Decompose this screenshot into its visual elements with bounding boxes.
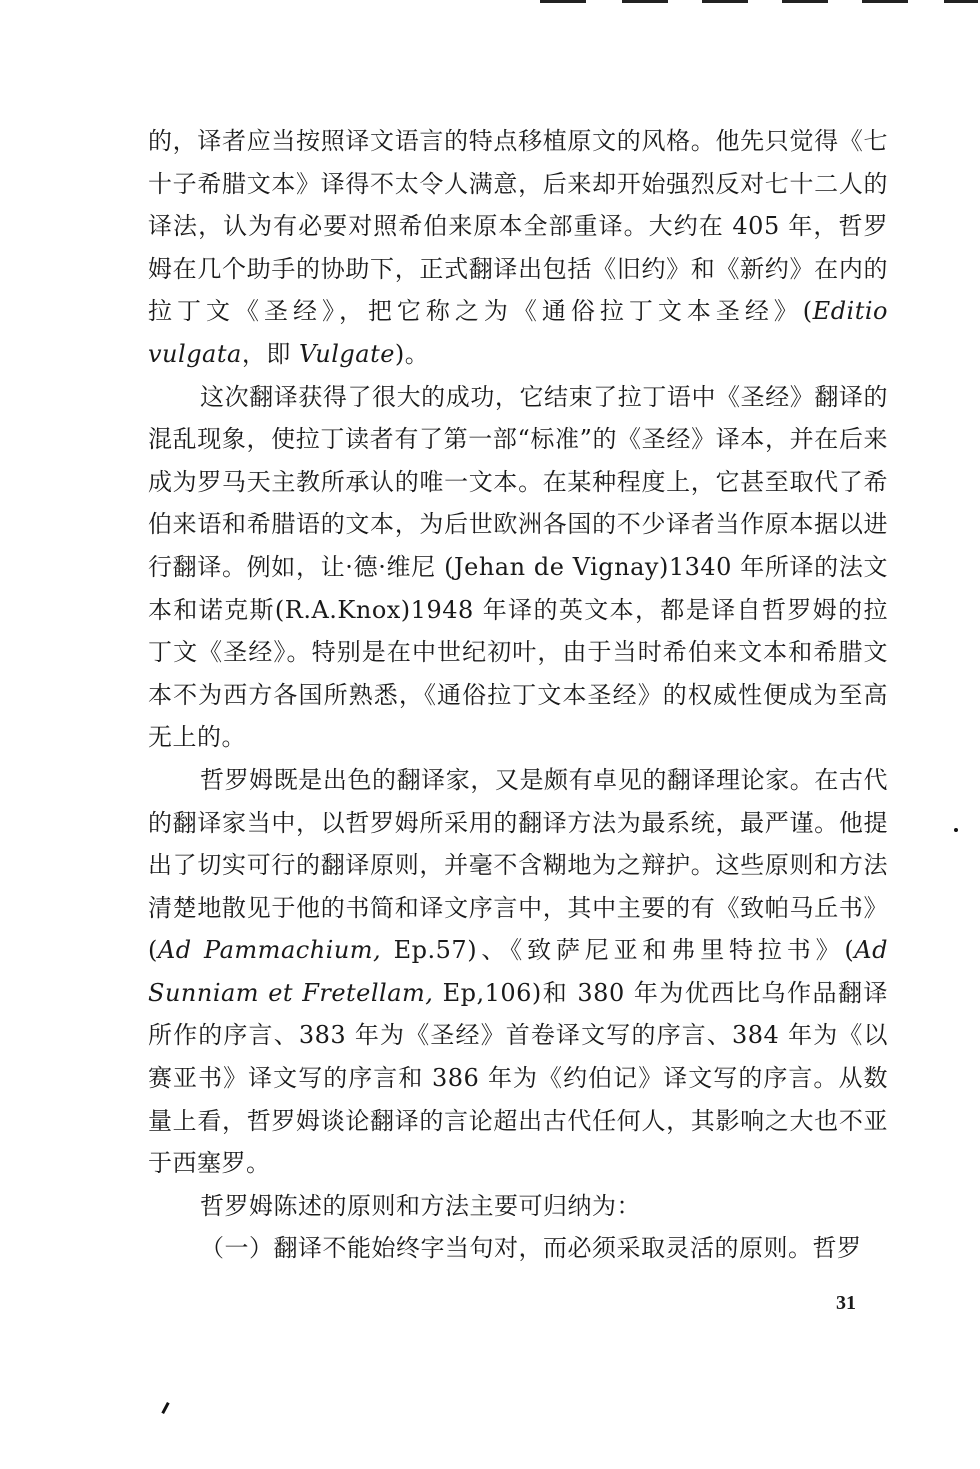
text-run: 哲罗姆陈述的原则和方法主要可归纳为： [200, 1191, 641, 1220]
top-rule [540, 0, 586, 3]
top-rule [782, 0, 828, 3]
top-rule [944, 0, 978, 3]
italic-run: Vulgate [298, 339, 395, 368]
italic-run: Editio vulgata [148, 297, 888, 368]
body-text [148, 120, 888, 1270]
text-run: Ep.57)、《致萨尼亚和弗里特拉书》( [381, 936, 855, 965]
top-rule [862, 0, 908, 3]
page-number: 31 [836, 1292, 856, 1314]
paragraph-1 [148, 120, 888, 376]
top-rule [622, 0, 668, 3]
paragraph-5 [148, 1227, 888, 1270]
text-run: ，即 [241, 339, 299, 368]
text-run: )。 [394, 339, 430, 368]
text-run: （一）翻译不能始终字当句对，而必须采取灵活的原则。哲罗 [200, 1234, 862, 1263]
italic-run: Ad Sunniam et Fretellam, [148, 936, 888, 1007]
text-run: 的，译者应当按照译文语言的特点移植原文的风格。他先只觉得《七十子希腊文本》译得不太令人满意，后来却开始强烈反对七十二人的译法，认为有必要对照希伯来原本全部重译。大约在 405 年，哲罗姆在几个助手的协助下，正式翻译出包括《旧约》和《新约》在内的拉丁文《圣经》，把它称之为《通俗拉丁文本圣经》( [148, 127, 888, 326]
text-run: 哲罗姆既是出色的翻译家，又是颇有卓见的翻译理论家。在古代的翻译家当中，以哲罗姆所采用的翻译方法为最系统，最严谨。他提出了切实可行的翻译原则，并毫不含糊地为之辩护。这些原则和方法清楚地散见于他的书简和译文序言中，其中主要的有《致帕马丘书》( [148, 765, 888, 965]
italic-run: Ad Pammachium, [157, 936, 382, 965]
paragraph-3 [148, 759, 888, 1185]
scan-speck [161, 1402, 169, 1414]
scan-speck [954, 828, 958, 832]
paragraph-4 [148, 1185, 888, 1228]
text-run: 这次翻译获得了很大的成功，它结束了拉丁语中《圣经》翻译的混乱现象，使拉丁读者有了第一部“标准”的《圣经》译本，并在后来成为罗马天主教所承认的唯一文本。在某种程度上，它甚至取代了希伯来语和希腊语的文本，为后世欧洲各国的不少译者当作原本据以进行翻译。例如，让·德·维尼 (Jehan de Vignay)1340 年所译的法文本和诺克斯(R.A.Knox)1948 年译的英文本，都是译自哲罗姆的拉丁文《圣经》。特别是在中世纪初叶，由于当时希伯来文本和希腊文本不为西方各国所熟悉，《通俗拉丁文本圣经》的权威性便成为至高无上的。 [148, 382, 888, 752]
paragraph-2 [148, 376, 888, 759]
text-run: Ep,106)和 380 年为优西比乌作品翻译所作的序言、383 年为《圣经》首卷译文写的序言、384 年为《以赛亚书》译文写的序言和 386 年为《约伯记》译文写的序言。从数量上看，哲罗姆谈论翻译的言论超出古代任何人，其影响之大也不亚于西塞罗。 [148, 978, 888, 1178]
top-rule [702, 0, 748, 3]
